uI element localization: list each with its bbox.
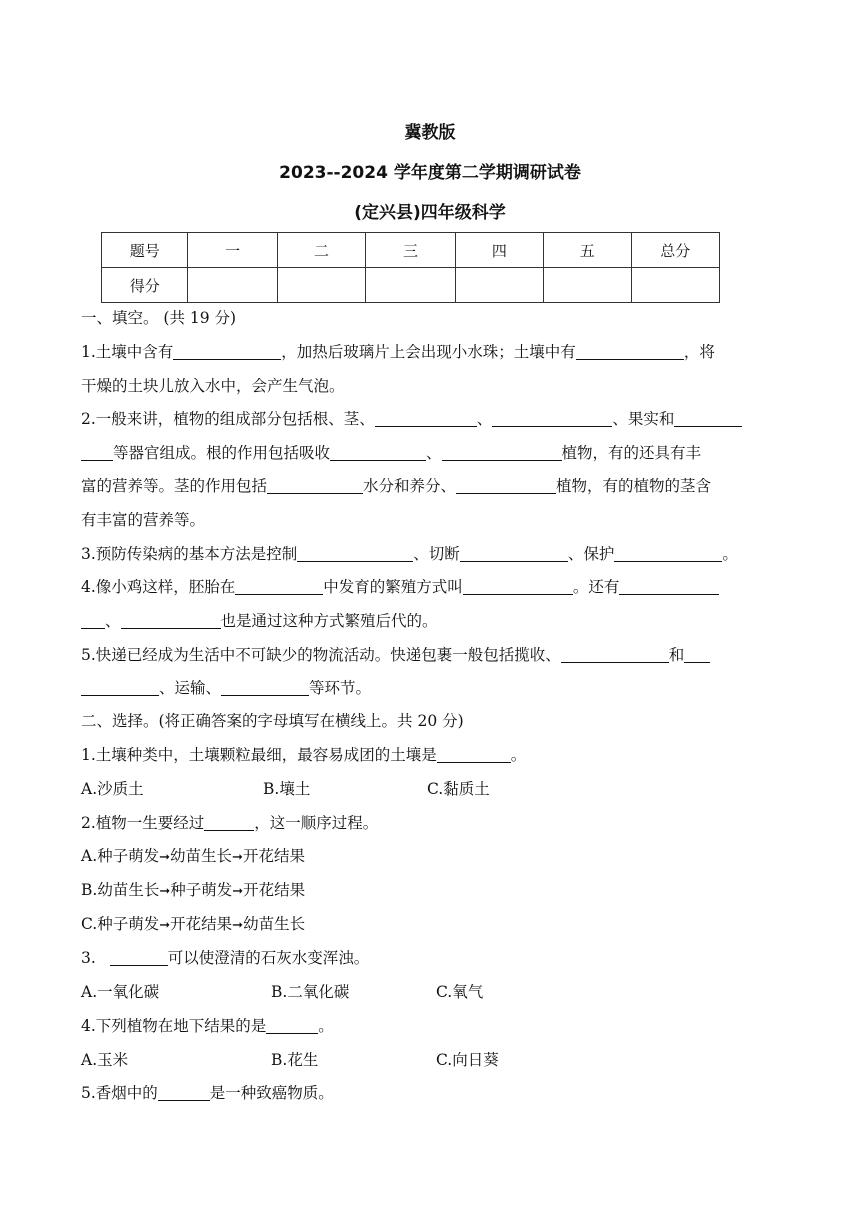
score-cell: 总分 [631, 233, 719, 268]
s2-q2-stem: 2.植物一生要经过 ，这一顺序过程。 [81, 814, 379, 832]
answer-blank[interactable] [619, 578, 719, 595]
s1-q5-line1: 5.快递已经成为生活中不可缺少的物流活动。快递包裹一般包括揽收、 和 [81, 645, 781, 665]
arrow-right-icon: ➞ [159, 884, 171, 899]
s2-q2-option-c[interactable]: C.种子萌发➞开花结果➞幼苗生长 [81, 915, 306, 933]
arrow-right-icon: ➞ [232, 918, 244, 933]
answer-blank[interactable] [684, 646, 710, 663]
answer-blank[interactable] [221, 679, 309, 696]
answer-blank[interactable] [235, 578, 323, 595]
score-cell: 一 [188, 233, 277, 268]
option-a[interactable]: A.玉米 [81, 1051, 129, 1069]
arrow-right-icon: ➞ [159, 918, 171, 933]
answer-blank[interactable] [456, 477, 556, 494]
s1-q2-line1: 2.一般来讲，植物的组成部分包括根、茎、 、 、果实和 [81, 409, 781, 429]
score-cell: 三 [366, 233, 455, 268]
s1-q5-line2: 、运输、 等环节。 [81, 678, 781, 698]
option-b[interactable]: B.二氧化碳 [271, 983, 350, 1001]
score-input-cell[interactable] [366, 268, 455, 303]
score-table [101, 232, 720, 303]
answer-blank[interactable] [674, 410, 742, 427]
score-input-cell[interactable] [544, 268, 631, 303]
s2-q4-stem: 4.下列植物在地下结果的是 。 [81, 1017, 334, 1035]
answer-blank[interactable] [375, 410, 477, 427]
score-cell: 四 [455, 233, 543, 268]
score-input-cell[interactable] [188, 268, 277, 303]
exam-subtitle: (定兴县)四年级科学 [354, 203, 506, 223]
s1-q2-line2: 等器官组成。根的作用包括吸收 、 植物，有的还具有丰 [81, 443, 781, 463]
s1-q2-line3: 富的营养等。茎的作用包括 水分和养分、 植物，有的植物的茎含 [81, 477, 712, 495]
answer-blank[interactable] [460, 545, 568, 562]
score-input-cell[interactable] [455, 268, 543, 303]
option-a[interactable]: A.一氧化碳 [81, 983, 160, 1001]
score-table-score-row [102, 268, 720, 303]
answer-blank[interactable] [158, 1084, 210, 1101]
s2-q2-option-b[interactable]: B.幼苗生长➞种子萌发➞开花结果 [81, 881, 306, 899]
s1-q1-line2: 干燥的土块儿放入水中，会产生气泡。 [81, 377, 345, 395]
score-table-header-row [102, 233, 720, 268]
answer-blank[interactable] [330, 444, 426, 461]
answer-blank[interactable] [442, 444, 562, 461]
s1-q2-line4: 有丰富的营养等。 [81, 511, 206, 529]
answer-blank[interactable] [81, 612, 105, 629]
option-c[interactable]: C.黏质土 [427, 780, 490, 798]
answer-blank[interactable] [204, 814, 254, 831]
answer-blank[interactable] [266, 1017, 318, 1034]
option-a[interactable]: A.沙质土 [81, 780, 144, 798]
option-b[interactable]: B.花生 [271, 1051, 319, 1069]
option-c[interactable]: C.氧气 [436, 983, 484, 1001]
arrow-right-icon: ➞ [232, 850, 243, 865]
s2-q3-stem: 3. 可以使澄清的石灰水变浑浊。 [81, 949, 370, 967]
s1-q4-line1: 4.像小鸡这样，胚胎在 中发育的繁殖方式叫 。还有 [81, 577, 781, 597]
answer-blank[interactable] [110, 949, 168, 966]
answer-blank[interactable] [463, 578, 573, 595]
arrow-right-icon: ➞ [159, 850, 171, 865]
answer-blank[interactable] [437, 746, 511, 763]
answer-blank[interactable] [267, 477, 363, 494]
exam-title: 2023--2024 学年度第二学期调研试卷 [279, 163, 581, 183]
answer-blank[interactable] [492, 410, 612, 427]
publisher-title: 冀教版 [404, 123, 456, 143]
answer-blank[interactable] [297, 545, 413, 562]
s2-q2-option-a[interactable]: A.种子萌发➞幼苗生长➞开花结果 [81, 847, 305, 865]
s2-q1-stem: 1.土壤种类中，土壤颗粒最细，最容易成团的土壤是 。 [81, 746, 527, 764]
answer-blank[interactable] [121, 612, 221, 629]
s1-q3-line1: 3.预防传染病的基本方法是控制 、切断 、保护 。 [81, 545, 738, 563]
section2-heading: 二、选择。(将正确答案的字母填写在横线上。共 20 分) [81, 712, 464, 730]
answer-blank[interactable] [576, 343, 684, 360]
section1-heading: 一、填空。 (共 19 分) [81, 309, 237, 327]
answer-blank[interactable] [81, 444, 113, 461]
score-cell: 题号 [102, 233, 188, 268]
score-cell: 二 [277, 233, 365, 268]
answer-blank[interactable] [81, 679, 159, 696]
score-cell: 五 [544, 233, 631, 268]
arrow-right-icon: ➞ [232, 884, 244, 899]
option-c[interactable]: C.向日葵 [436, 1051, 499, 1069]
score-cell: 得分 [102, 268, 188, 303]
answer-blank[interactable] [614, 545, 722, 562]
s1-q1-line1: 1.土壤中含有 ，加热后玻璃片上会出现小水珠；土壤中有 ，将 [81, 343, 715, 361]
answer-blank[interactable] [561, 646, 669, 663]
s1-q4-line2: 、 也是通过这种方式繁殖后代的。 [81, 611, 781, 631]
option-b[interactable]: B.壤土 [263, 780, 311, 798]
score-input-cell[interactable] [277, 268, 365, 303]
score-input-cell[interactable] [631, 268, 719, 303]
s2-q5-stem: 5.香烟中的 是一种致癌物质。 [81, 1084, 334, 1102]
answer-blank[interactable] [173, 343, 281, 360]
